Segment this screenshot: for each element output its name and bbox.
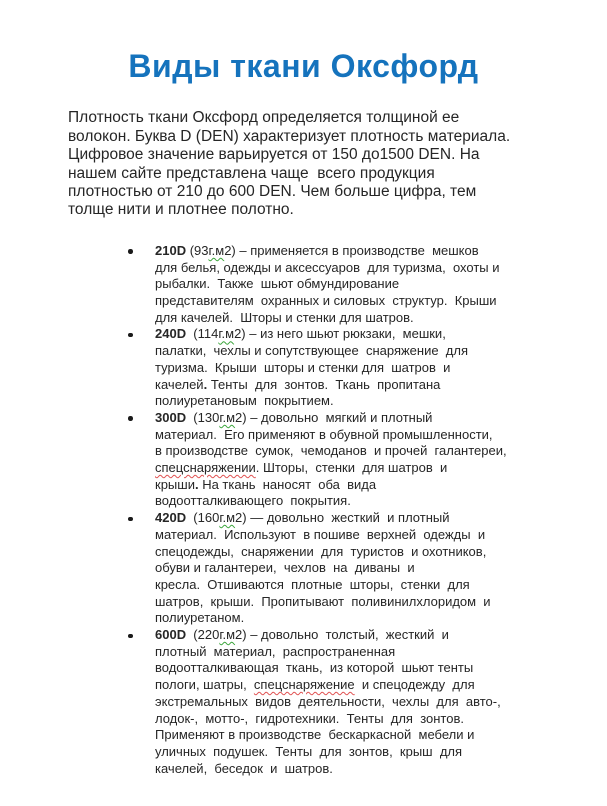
text-run: экстремальных видов деятельности, чехлы для авто-, [155, 693, 501, 709]
text-run: волокон. Буква D (DEN) характеризует плотность материала. [68, 127, 511, 145]
text-run: Плотность ткани Оксфорд определяется толщиной ее [68, 109, 460, 127]
text-run: (130 [186, 409, 220, 425]
text-line [155, 276, 525, 293]
text-line [155, 510, 525, 527]
text-run: материал. Его применяют в обувной промышленности, [155, 426, 493, 442]
text-line [155, 544, 525, 561]
text-run: водоотталкивающего покрытия. [155, 493, 351, 509]
text-run: уличных подушек. Тенты для зонтов, крыш для [155, 743, 463, 759]
text-line [68, 201, 538, 219]
text-run: (160 [186, 510, 220, 526]
text-run: полиуретаном. [155, 610, 245, 626]
list-item [128, 243, 525, 327]
document-page [0, 21, 607, 806]
text-line [155, 393, 525, 410]
text-line [155, 677, 525, 694]
text-run: обуви и галантереи, чехлов на диваны и [155, 560, 415, 576]
text-run: 600D [155, 627, 187, 643]
text-run: качелей [155, 376, 204, 392]
text-line [155, 627, 525, 644]
text-line [155, 660, 525, 677]
bullet-icon [128, 416, 133, 421]
text-run: туризма. Крыши шторы и стенки для шатров и [155, 359, 451, 375]
text-line [155, 377, 525, 394]
text-line [155, 310, 525, 327]
text-line [155, 427, 525, 444]
text-run: Применяют в производстве бескаркасной мебели и [155, 727, 475, 743]
text-run: 2) – довольно мягкий и плотный [235, 409, 433, 425]
text-run: . [203, 376, 208, 392]
grammar-flagged-text: г.м [218, 326, 235, 342]
grammar-flagged-text: г.м [208, 242, 225, 258]
text-run: 2) – из него шьют рюкзаки, мешки, [234, 326, 446, 342]
text-line [155, 260, 525, 277]
text-line [68, 109, 538, 127]
list-item-text [155, 410, 525, 510]
intro-paragraph [68, 109, 538, 219]
grammar-flagged-text: г.м [219, 627, 236, 643]
text-run: рыбалки. Также шьют обмундирование [155, 276, 400, 292]
text-run: . Шторы, стенки для шатров и [255, 460, 448, 476]
list-item [128, 627, 525, 777]
text-run: лодок-, мотто-, гидротехники. Тенты для зонтов. [155, 710, 464, 726]
page-title: Виды ткани Оксфорд [128, 48, 479, 85]
text-line [155, 410, 525, 427]
misspelled-word: спецснаряжении [155, 460, 256, 476]
text-run: палатки, чехлы и сопутствующее снаряжение для [155, 343, 469, 359]
text-line [155, 460, 525, 477]
text-line [155, 744, 525, 761]
text-run: 300D [155, 409, 187, 425]
text-line [155, 527, 525, 544]
text-run: материал. Используют в пошиве верхней одежды и [155, 526, 486, 542]
text-run: и спецодежду для [354, 677, 475, 693]
text-line [155, 610, 525, 627]
text-run: шатров, крыши. Пропитывают поливинилхлоридом и [155, 593, 491, 609]
text-run: спецодежды, снаряжении для туристов и охотников, [155, 543, 487, 559]
text-run: для белья, одежды и аксессуаров для туризма, охоты и [155, 259, 500, 275]
grammar-flagged-text: г.м [219, 409, 236, 425]
text-run: . [194, 476, 199, 492]
text-line [155, 493, 525, 510]
text-line [155, 477, 525, 494]
list-item-text [155, 326, 525, 410]
text-line [155, 694, 525, 711]
text-run: качелей, беседок и шатров. [155, 760, 333, 776]
text-line [68, 165, 538, 183]
text-line [155, 243, 525, 260]
text-line [155, 343, 525, 360]
text-line [155, 644, 525, 661]
list-item [128, 410, 525, 510]
text-line [155, 360, 525, 377]
text-run: кресла. Отшиваются плотные шторы, стенки для [155, 576, 470, 592]
text-run: толще нити и плотнее полотно. [68, 201, 294, 219]
text-run: (93 [186, 242, 209, 258]
text-run: плотный материал, распространенная [155, 643, 396, 659]
list-item [128, 510, 525, 627]
text-run: 2) – довольно толстый, жесткий и [235, 627, 449, 643]
text-run: 2) – применяется в производстве мешков [224, 242, 479, 258]
text-line [155, 577, 525, 594]
text-run: полиуретановым покрытием. [155, 393, 334, 409]
text-line [155, 293, 525, 310]
bullet-icon [128, 249, 133, 254]
bullet-icon [128, 634, 133, 639]
text-line [155, 443, 525, 460]
text-run: представителям охранных и силовых структур. Крыши [155, 292, 497, 308]
misspelled-word: спецснаряжение [253, 677, 355, 693]
bullet-icon [128, 333, 133, 338]
text-run: в производстве сумок, чемоданов и прочей галантереи, [155, 443, 507, 459]
text-run: Цифровое значение варьируется от 150 до1500 DEN. На [68, 146, 480, 164]
text-run: (220 [186, 627, 220, 643]
text-line [155, 761, 525, 778]
text-run: На ткань наносят оба вида [198, 476, 377, 492]
text-run: Тенты для зонтов. Ткань пропитана [207, 376, 441, 392]
list-item-text [155, 510, 525, 627]
text-line [68, 146, 538, 164]
text-run: крыши [155, 476, 195, 492]
list-item-text [155, 627, 525, 777]
text-run: 2) — довольно жесткий и плотный [235, 510, 450, 526]
text-line [68, 128, 538, 146]
text-line [155, 594, 525, 611]
bullet-icon [128, 517, 133, 522]
text-run: 420D [155, 510, 187, 526]
density-list [0, 243, 607, 778]
text-line [155, 711, 525, 728]
list-item-text [155, 243, 525, 327]
text-run: водоотталкивающая ткань, из которой шьют тенты [155, 660, 474, 676]
text-run: 240D [155, 326, 187, 342]
text-run: 210D [155, 242, 187, 258]
text-run: нашем сайте представлена чаще всего продукция [68, 164, 435, 182]
text-run: для качелей. Шторы и стенки для шатров. [155, 309, 414, 325]
text-run: плотностью от 210 до 600 DEN. Чем больше цифра, тем [68, 183, 477, 201]
grammar-flagged-text: г.м [219, 510, 236, 526]
text-line [68, 183, 538, 201]
text-line [155, 727, 525, 744]
text-line [155, 560, 525, 577]
text-line [155, 326, 525, 343]
text-run: пологи, шатры, [155, 677, 254, 693]
list-item [128, 326, 525, 410]
text-run: (114 [186, 326, 219, 342]
